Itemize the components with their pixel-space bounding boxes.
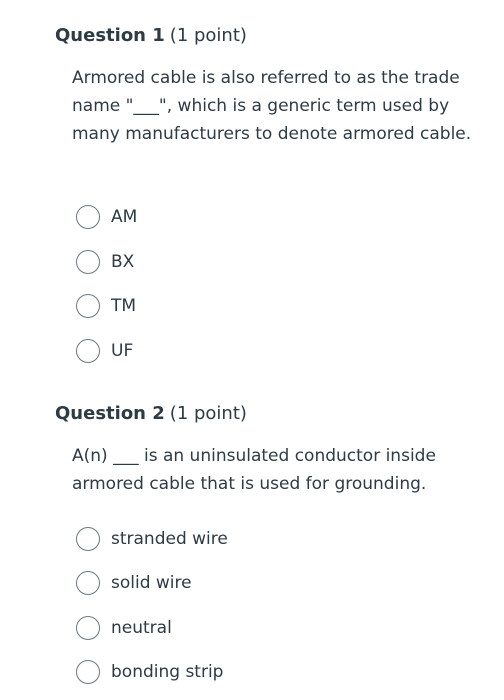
question-2-option-stranded-wire[interactable] bbox=[76, 524, 228, 554]
radio-button[interactable] bbox=[76, 660, 100, 684]
question-2-option-bonding-strip[interactable] bbox=[76, 657, 223, 687]
question-1-option-bx[interactable] bbox=[76, 247, 134, 277]
option-label: AM bbox=[111, 207, 138, 227]
option-label: neutral bbox=[111, 618, 172, 638]
radio-button[interactable] bbox=[76, 571, 100, 595]
question-2-points: (1 point) bbox=[169, 403, 247, 424]
option-label: stranded wire bbox=[111, 529, 228, 549]
question-2-text: A(n) ___ is an uninsulated conductor inside armored cable that is used for grounding. bbox=[72, 446, 436, 494]
radio-button[interactable] bbox=[76, 205, 100, 229]
question-1-points: (1 point) bbox=[169, 25, 247, 46]
radio-button[interactable] bbox=[76, 294, 100, 318]
question-1-title: Question 1 bbox=[55, 25, 165, 46]
option-label: TM bbox=[111, 296, 137, 316]
question-1-text: Armored cable is also referred to as the trade name "___", which is a generic term used by many manufacturers to denote armored cable. bbox=[72, 68, 472, 144]
radio-button[interactable] bbox=[76, 250, 100, 274]
question-2-option-solid-wire[interactable] bbox=[76, 568, 192, 598]
radio-button[interactable] bbox=[76, 339, 100, 363]
question-2-option-neutral[interactable] bbox=[76, 613, 172, 643]
option-label: bonding strip bbox=[111, 662, 224, 682]
option-label: UF bbox=[111, 341, 134, 361]
question-2-title: Question 2 bbox=[55, 403, 165, 424]
radio-button[interactable] bbox=[76, 527, 100, 551]
radio-button[interactable] bbox=[76, 616, 100, 640]
question-1-option-tm[interactable] bbox=[76, 291, 136, 321]
question-1-option-am[interactable] bbox=[76, 202, 137, 232]
option-label: BX bbox=[111, 252, 135, 272]
question-2-heading bbox=[55, 400, 247, 428]
option-label: solid wire bbox=[111, 573, 192, 593]
question-1-option-uf[interactable] bbox=[76, 336, 133, 366]
question-1-heading bbox=[55, 22, 247, 50]
